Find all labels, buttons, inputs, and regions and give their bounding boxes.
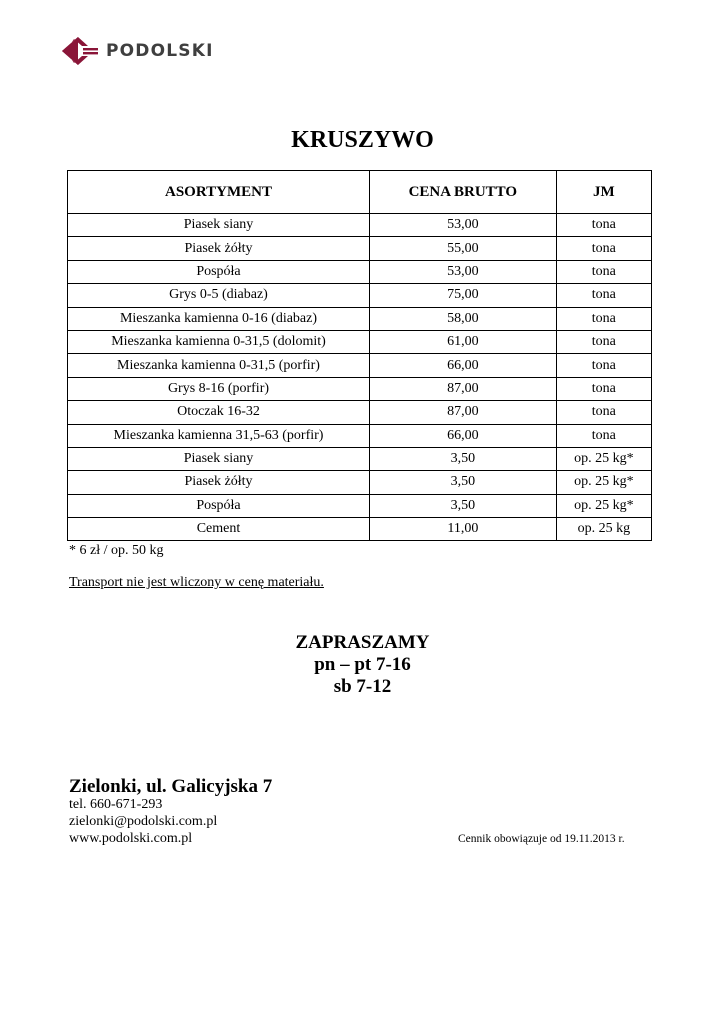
table-row [68, 260, 652, 283]
price-cell: 87,00 [369, 401, 556, 424]
unit-cell: tona [556, 307, 651, 330]
table-row [68, 377, 652, 400]
unit-cell: tona [556, 424, 651, 447]
table-row [68, 518, 652, 541]
transport-note: Transport nie jest wliczony w cenę materiału. [69, 575, 324, 590]
product-name-cell: Piasek żółty [68, 237, 370, 260]
price-cell: 53,00 [369, 260, 556, 283]
table-row [68, 494, 652, 517]
unit-cell: tona [556, 401, 651, 424]
email: zielonki@podolski.com.pl [69, 814, 218, 829]
invitation-heading: ZAPRASZAMY [295, 632, 430, 653]
unit-cell: tona [556, 237, 651, 260]
validity-note: Cennik obowiązuje od 19.11.2013 r. [458, 833, 625, 845]
price-cell: 87,00 [369, 377, 556, 400]
table-row [68, 401, 652, 424]
table-header-row [68, 171, 652, 214]
unit-cell: tona [556, 330, 651, 353]
price-cell: 3,50 [369, 494, 556, 517]
phone: tel. 660-671-293 [69, 797, 163, 812]
unit-cell: op. 25 kg [556, 518, 651, 541]
price-cell: 53,00 [369, 214, 556, 237]
table-row [68, 237, 652, 260]
column-header-unit: JM [556, 171, 651, 214]
price-cell: 11,00 [369, 518, 556, 541]
table-body [68, 214, 652, 541]
table-row [68, 471, 652, 494]
unit-cell: tona [556, 377, 651, 400]
product-name-cell: Mieszanka kamienna 0-16 (diabaz) [68, 307, 370, 330]
table-row [68, 214, 652, 237]
product-name-cell: Pospóła [68, 494, 370, 517]
weekday-hours: pn – pt 7-16 [314, 654, 411, 675]
table-row [68, 284, 652, 307]
price-cell: 66,00 [369, 354, 556, 377]
unit-cell: tona [556, 260, 651, 283]
product-name-cell: Mieszanka kamienna 31,5-63 (porfir) [68, 424, 370, 447]
page-title: KRUSZYWO [291, 127, 434, 153]
product-name-cell: Piasek siany [68, 214, 370, 237]
table-row [68, 424, 652, 447]
product-name-cell: Grys 8-16 (porfir) [68, 377, 370, 400]
product-name-cell: Mieszanka kamienna 0-31,5 (dolomit) [68, 330, 370, 353]
unit-cell: tona [556, 354, 651, 377]
price-cell: 3,50 [369, 471, 556, 494]
column-header-price: CENA BRUTTO [369, 171, 556, 214]
unit-cell: tona [556, 284, 651, 307]
saturday-hours: sb 7-12 [333, 676, 392, 697]
price-cell: 3,50 [369, 447, 556, 470]
product-name-cell: Piasek siany [68, 447, 370, 470]
podolski-logo-icon [62, 37, 100, 65]
price-cell: 55,00 [369, 237, 556, 260]
website: www.podolski.com.pl [69, 831, 193, 846]
price-cell: 66,00 [369, 424, 556, 447]
product-name-cell: Pospóła [68, 260, 370, 283]
product-name-cell: Grys 0-5 (diabaz) [68, 284, 370, 307]
contact-block [69, 796, 217, 847]
invitation-block [0, 632, 725, 698]
table-row [68, 354, 652, 377]
unit-cell: op. 25 kg* [556, 447, 651, 470]
product-name-cell: Cement [68, 518, 370, 541]
company-logo [62, 37, 214, 65]
footnote: * 6 zł / op. 50 kg [69, 543, 164, 558]
address: Zielonki, ul. Galicyjska 7 [69, 776, 273, 797]
price-cell: 58,00 [369, 307, 556, 330]
product-name-cell: Piasek żółty [68, 471, 370, 494]
unit-cell: op. 25 kg* [556, 494, 651, 517]
price-table [67, 170, 652, 541]
product-name-cell: Otoczak 16-32 [68, 401, 370, 424]
product-name-cell: Mieszanka kamienna 0-31,5 (porfir) [68, 354, 370, 377]
table-row [68, 447, 652, 470]
table-row [68, 330, 652, 353]
column-header-assortment: ASORTYMENT [68, 171, 370, 214]
unit-cell: tona [556, 214, 651, 237]
unit-cell: op. 25 kg* [556, 471, 651, 494]
logo-text: PODOLSKI [106, 40, 214, 61]
price-cell: 61,00 [369, 330, 556, 353]
price-cell: 75,00 [369, 284, 556, 307]
table-row [68, 307, 652, 330]
